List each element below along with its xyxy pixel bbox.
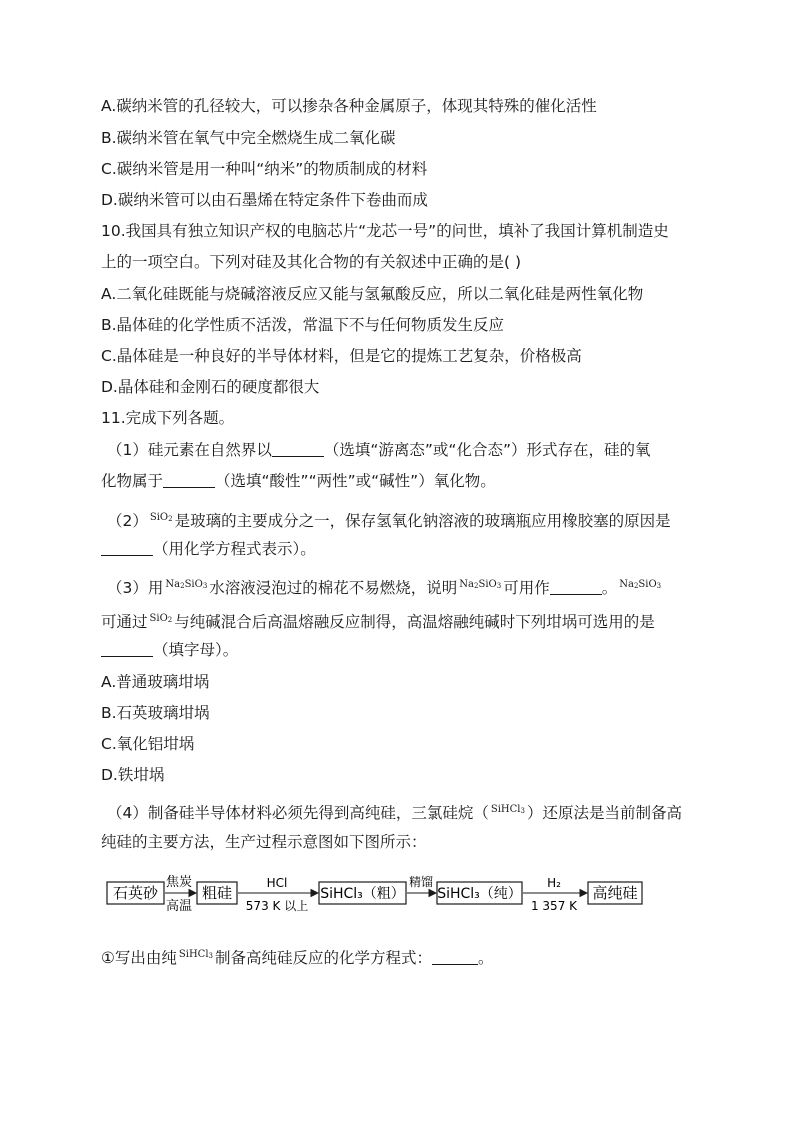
q11-p3-text-e: 可通过 — [101, 613, 148, 631]
q11-p3-text-f: 与纯碱混合后高温熔融反应制得，高温熔融纯碱时下列坩埚可选用的是 — [174, 613, 655, 631]
sihcl3-formula: SiHCl3 — [178, 949, 213, 960]
flow-label-crude-sihcl3: SiHCl₃（粗） — [320, 886, 405, 902]
crucible-option-b: B.石英玻璃坩埚 — [101, 704, 210, 722]
q11-p1-text-a: （1）硅元素在自然界以 — [107, 441, 272, 459]
q11-p1-text-b: （选填“游离态”或“化合态”）形式存在，硅的氧 — [323, 441, 651, 459]
crucible-option-a: A.普通玻璃坩埚 — [101, 673, 210, 691]
q11-p4-text-a: （4）制备硅半导体材料必须先得到高纯硅，三氯硅烷（ — [107, 804, 489, 822]
crucible-option-d: D.铁坩埚 — [101, 766, 165, 784]
sihcl3-formula: SiHCl3 — [490, 804, 525, 815]
q9-option-d: D.碳纳米管可以由石墨烯在特定条件下卷曲而成 — [101, 191, 428, 209]
flow-arrow1-condition-top: 焦炭 — [165, 875, 193, 890]
answer-blank[interactable] — [163, 473, 215, 488]
q11-part2-line2 — [101, 539, 316, 559]
flow-arrow4-condition-bottom: 1 357 K — [530, 899, 578, 913]
q11-part1-line1 — [107, 440, 651, 460]
q10-stem-line2: 上的一项空白。下列对硅及其化合物的有关叙述中正确的是( ) — [101, 253, 522, 271]
flow-label-high-purity-silicon: 高纯硅 — [592, 884, 638, 902]
answer-blank[interactable] — [101, 642, 153, 657]
q10-option-b: B.晶体硅的化学性质不活泼，常温下不与任何物质发生反应 — [101, 316, 505, 334]
q11-p4-text-b: ）还原法是当前制备高 — [526, 804, 682, 822]
q11-part2-line1 — [107, 508, 671, 531]
q9-option-c: C.碳纳米管是用一种叫“纳米”的物质制成的材料 — [101, 160, 428, 178]
q10-option-d: D.晶体硅和金刚石的硬度都很大 — [101, 378, 320, 396]
q9-option-a: A.碳纳米管的孔径较大，可以掺杂各种金属原子，体现其特殊的催化活性 — [101, 97, 597, 115]
q11-sub1-text-b: 制备高纯硅反应的化学方程式： — [215, 949, 433, 967]
sio2-formula: SiO2 — [149, 613, 173, 624]
q10-option-c: C.晶体硅是一种良好的半导体材料，但是它的提炼工艺复杂，价格极高 — [101, 347, 582, 365]
q11-title: 11.完成下列各题。 — [101, 409, 235, 427]
q11-p3-text-g: （填字母）。 — [153, 641, 239, 659]
q11-p1-text-d: （选填“酸性”“两性”或“碱性”）氧化物。 — [215, 472, 496, 490]
na2sio3-formula: Na2SiO3 — [459, 579, 502, 590]
sio2-formula: SiO2 — [149, 512, 173, 523]
q11-part3-line2 — [101, 609, 655, 632]
flow-label-crude-silicon: 粗硅 — [201, 884, 233, 902]
q11-subquestion-1 — [101, 945, 494, 968]
na2sio3-formula: Na2SiO3 — [619, 579, 662, 590]
crucible-option-c: C.氧化铝坩埚 — [101, 735, 195, 753]
q11-p3-text-c: 可用作 — [503, 579, 550, 597]
q11-part4-line2: 纯硅的主要方法，生产过程示意图如下图所示： — [101, 833, 427, 851]
flow-arrow4-condition-top: H₂ — [547, 876, 561, 890]
flow-arrow2-condition-bottom: 573 K 以上 — [245, 899, 309, 913]
q11-p2-text-c: （用化学方程式表示）。 — [153, 540, 316, 558]
flow-label-quartz-sand: 石英砂 — [112, 884, 159, 902]
q11-sub1-text-a: ①写出由纯 — [101, 949, 177, 967]
q9-option-b: B.碳纳米管在氧气中完全燃烧生成二氧化碳 — [101, 129, 396, 147]
flow-arrow1-condition-bottom: 高温 — [165, 899, 193, 914]
q10-option-a: A.二氧化硅既能与烧碱溶液反应又能与氢氟酸反应，所以二氧化硅是两性氧化物 — [101, 285, 644, 303]
answer-blank[interactable] — [550, 580, 602, 595]
flow-arrow2-condition-top: HCl — [266, 876, 288, 890]
process-flow-diagram — [101, 872, 645, 916]
q11-p2-text-a: （2） — [107, 512, 148, 530]
answer-blank[interactable] — [432, 950, 478, 965]
q11-p3-text-a: （3）用 — [107, 579, 164, 597]
q11-p2-text-b: 是玻璃的主要成分之一，保存氢氧化钠溶液的玻璃瓶应用橡胶塞的原因是 — [174, 512, 671, 530]
q11-part3-line3 — [101, 640, 238, 660]
q10-stem-line1: 10.我国具有独立知识产权的电脑芯片“龙芯一号”的问世，填补了我国计算机制造史 — [101, 222, 669, 240]
answer-blank[interactable] — [101, 541, 153, 556]
q11-part1-line2 — [101, 471, 496, 491]
q11-sub1-text-c: 。 — [478, 949, 494, 967]
q11-p3-text-d: 。 — [601, 579, 618, 597]
q11-p1-text-c: 化物属于 — [101, 472, 164, 490]
flow-arrow3-condition-top: 精馏 — [408, 875, 434, 889]
q11-part3-line1 — [107, 575, 663, 598]
flow-label-pure-sihcl3: SiHCl₃（纯） — [437, 886, 522, 902]
answer-blank[interactable] — [272, 442, 324, 457]
q11-p3-text-b: 水溶液浸泡过的棉花不易燃烧，说明 — [209, 579, 458, 597]
na2sio3-formula: Na2SiO3 — [165, 579, 208, 590]
q11-part4-line1 — [107, 800, 682, 823]
